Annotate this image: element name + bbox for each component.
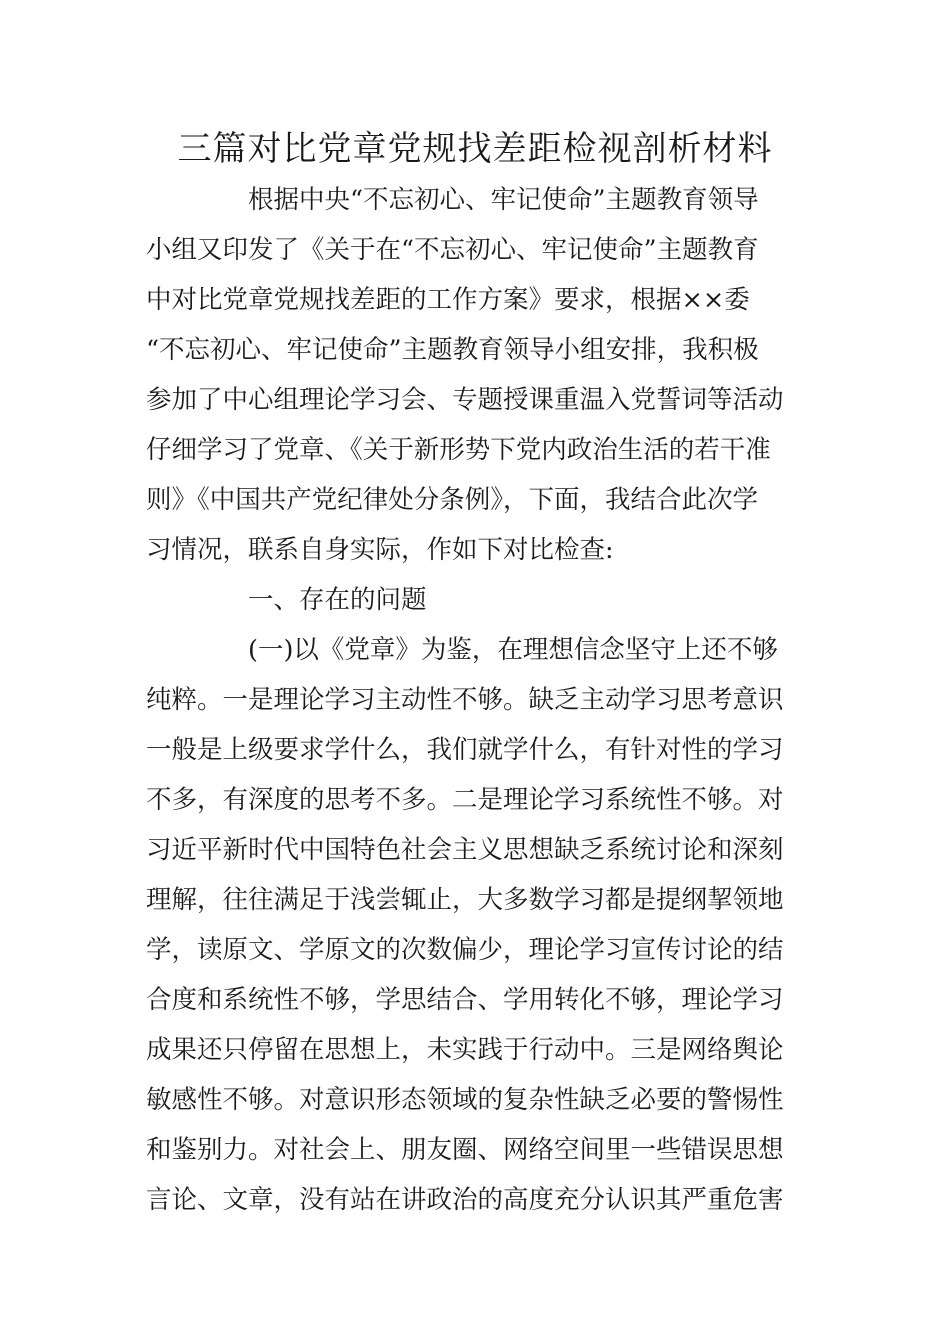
body-line: 言论、文章，没有站在讲政治的高度充分认识其严重危害 (146, 1185, 784, 1215)
body-line: 理解，往往满足于浅尝辄止，大多数学习都是提纲挈领地 (146, 885, 784, 915)
subsection-heading-line: (一)以《党章》为鉴，在理想信念坚守上还不够 (248, 635, 778, 665)
body-line: 敏感性不够。对意识形态领域的复杂性缺乏必要的警惕性 (146, 1085, 784, 1115)
body-line: 和鉴别力。对社会上、朋友圈、网络空间里一些错误思想 (146, 1135, 784, 1165)
body-line: 仔细学习了党章、《关于新形势下党内政治生活的若干准 (146, 435, 771, 465)
body-line: 学，读原文、学原文的次数偏少，理论学习宣传讨论的结 (146, 935, 784, 965)
body-line: “不忘初心、牢记使命”主题教育领导小组安排，我积极 (146, 335, 759, 365)
body-line: 习近平新时代中国特色社会主义思想缺乏系统讨论和深刻 (146, 835, 784, 865)
body-line: 合度和系统性不够，学思结合、学用转化不够，理论学习 (146, 985, 784, 1015)
body-line: 则》《中国共产党纪律处分条例》，下面，我结合此次学 (146, 485, 759, 515)
body-line: 不多，有深度的思考不多。二是理论学习系统性不够。对 (146, 785, 784, 815)
body-line: 习情况，联系自身实际，作如下对比检查: (146, 535, 614, 565)
body-line: 小组又印发了《关于在“不忘初心、牢记使命”主题教育 (146, 235, 759, 265)
body-line: 参加了中心组理论学习会、专题授课重温入党誓词等活动 (146, 385, 784, 415)
section-heading: 一、存在的问题 (248, 585, 427, 615)
body-line: 成果还只停留在思想上，未实践于行动中。三是网络舆论 (146, 1035, 784, 1065)
document-body (146, 175, 806, 1225)
document-title: 三篇对比党章党规找差距检视剖析材料 (177, 129, 773, 169)
body-line: 一般是上级要求学什么，我们就学什么，有针对性的学习 (146, 735, 784, 765)
body-line: 纯粹。一是理论学习主动性不够。缺乏主动学习思考意识 (146, 685, 784, 715)
body-line: 根据中央“不忘初心、牢记使命”主题教育领导 (248, 185, 759, 215)
body-line: 中对比党章党规找差距的工作方案》要求，根据××委 (146, 285, 750, 315)
